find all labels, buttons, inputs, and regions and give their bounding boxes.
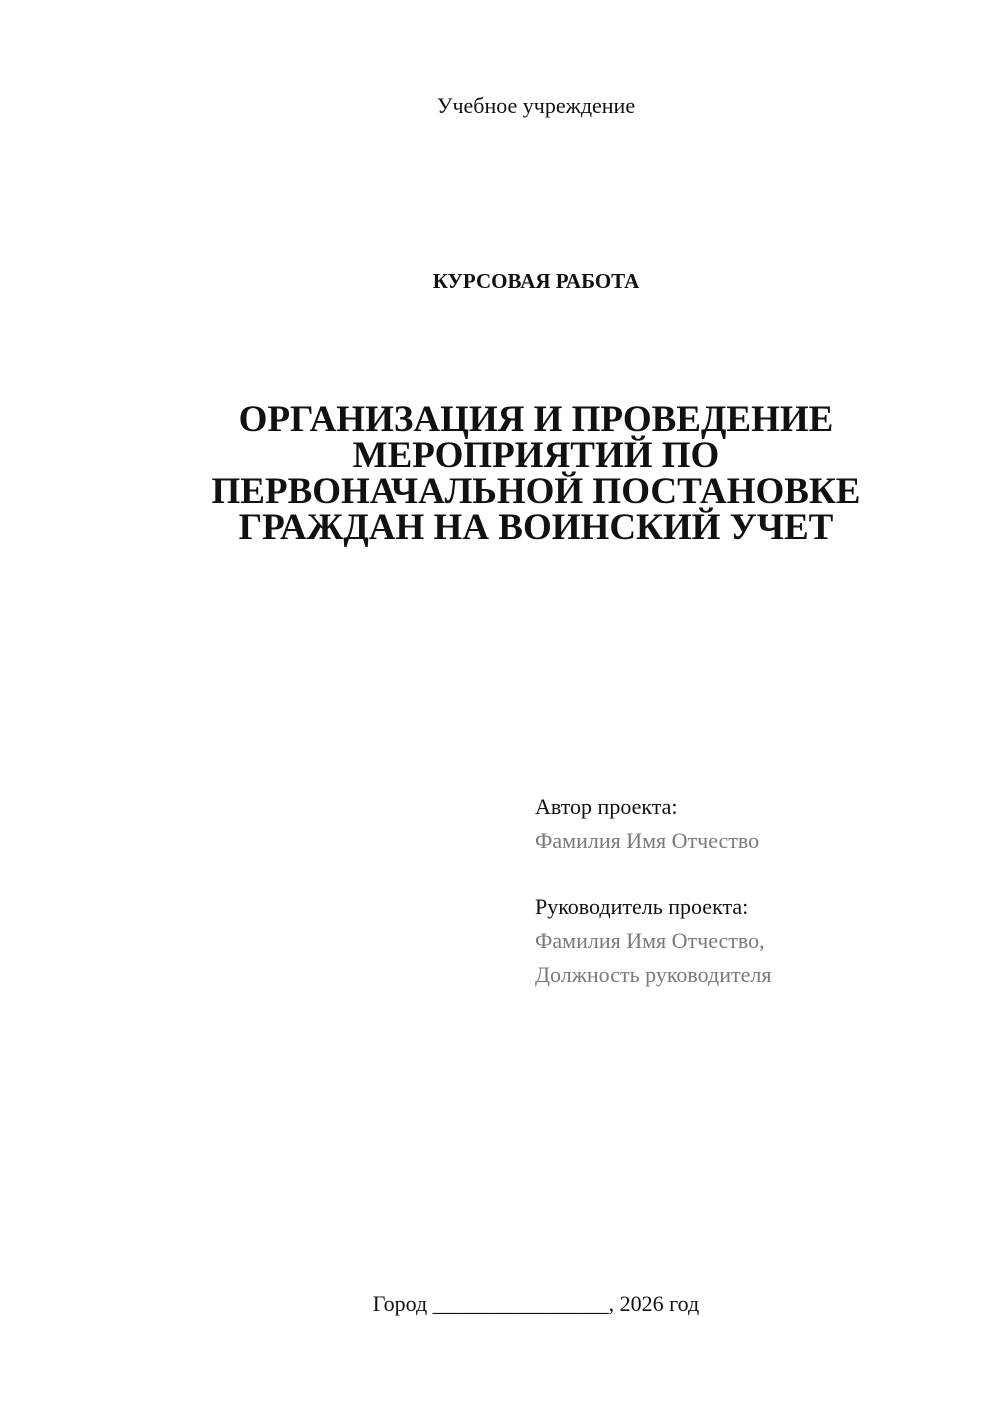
work-title-line: МЕРОПРИЯТИЙ ПО bbox=[352, 435, 720, 476]
work-type-heading: КУРСОВАЯ РАБОТА bbox=[432, 269, 640, 293]
city-year-line: Город ________________, 2026 год bbox=[372, 1291, 700, 1316]
author-name-placeholder: Фамилия Имя Отчество bbox=[535, 828, 760, 853]
credits-block bbox=[535, 790, 975, 992]
work-title-line: ОРГАНИЗАЦИЯ И ПРОВЕДЕНИЕ bbox=[238, 399, 834, 440]
work-title bbox=[0, 399, 1000, 548]
author-label: Автор проекта: bbox=[535, 794, 678, 819]
supervisor-name-placeholder: Фамилия Имя Отчество, bbox=[535, 928, 765, 953]
credits-spacer bbox=[535, 858, 975, 890]
institution-name: Учебное учреждение bbox=[436, 93, 636, 118]
work-title-line: ГРАЖДАН НА ВОИНСКИЙ УЧЕТ bbox=[238, 507, 834, 548]
supervisor-position-placeholder: Должность руководителя bbox=[535, 962, 772, 987]
supervisor-label: Руководитель проекта: bbox=[535, 894, 749, 919]
work-title-line: ПЕРВОНАЧАЛЬНОЙ ПОСТАНОВКЕ bbox=[211, 471, 861, 512]
